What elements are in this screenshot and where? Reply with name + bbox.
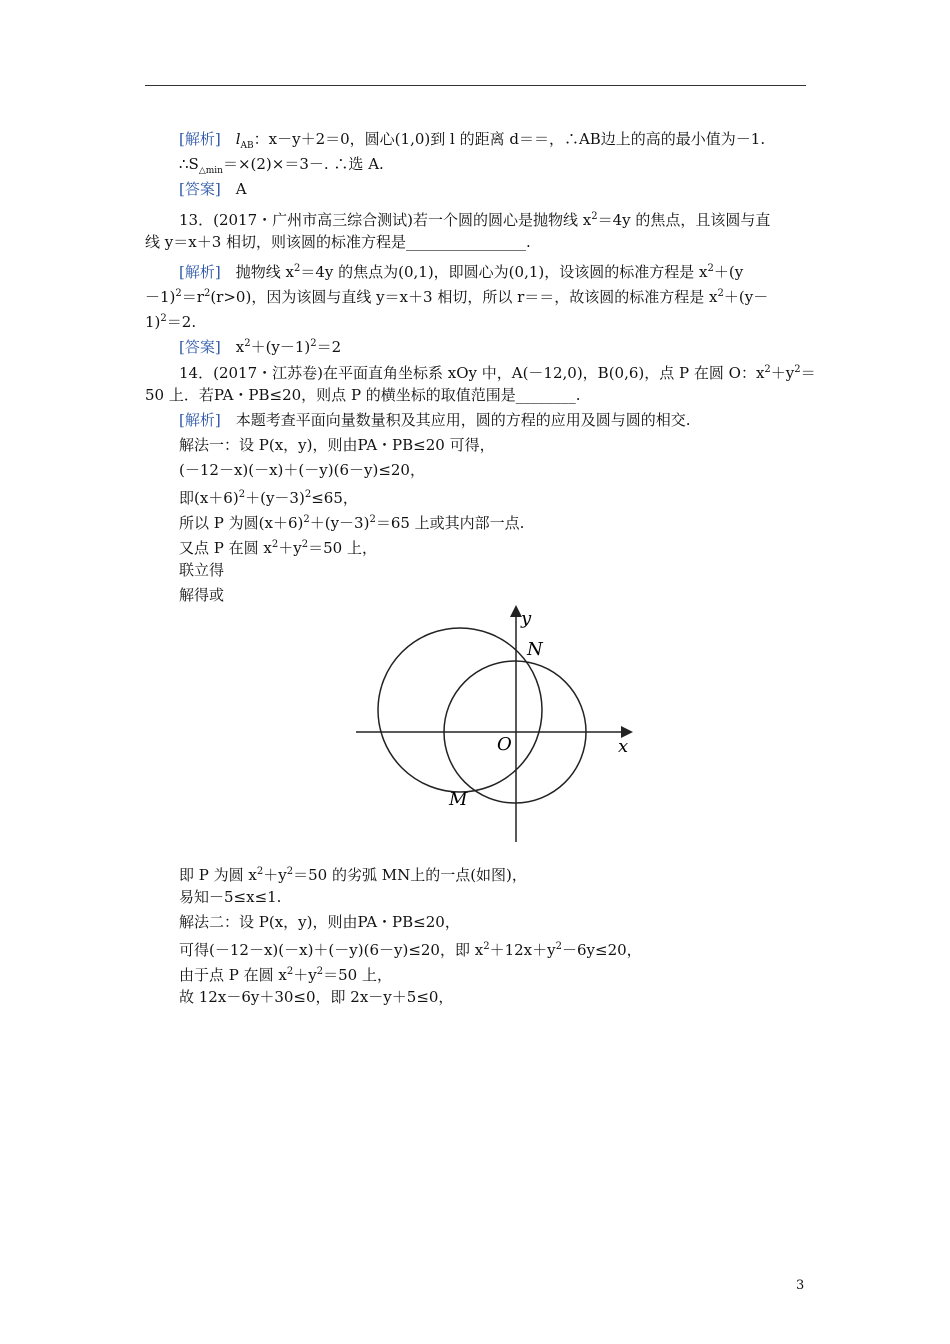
text-segment: 解法二：设 P(x，y)，则由PA・PB≤20，	[179, 913, 460, 931]
text-segment: 2	[304, 489, 312, 500]
text-line	[179, 887, 281, 907]
text-segment: 本题考查平面向量数量积及其应用，圆的方程的应用及圆与圆的相交.	[220, 411, 691, 429]
text-segment: 14．(2017・江苏卷)在平面直角坐标系 xOy 中，A(－12,0)，B(0,6)，点 P 在圆 O：x	[179, 364, 765, 382]
x-axis-label: x	[618, 736, 629, 757]
page-number: 3	[796, 1278, 805, 1293]
text-segment: ＝4y 的焦点，且该圆与直	[597, 211, 771, 229]
text-segment: △min	[198, 166, 223, 176]
text-line	[179, 334, 341, 357]
text-line	[179, 560, 224, 580]
text-line	[179, 937, 642, 960]
text-segment: ＋y	[263, 866, 287, 884]
y-axis-label: y	[521, 608, 532, 629]
text-segment: ＋(y－3)	[309, 514, 370, 532]
text-segment: 2	[794, 364, 801, 375]
text-segment: 线 y＝x＋3 相切，则该圆的标准方程是________________.	[145, 233, 531, 251]
text-segment: 1)	[145, 313, 161, 331]
text-segment: ＋12x＋y	[489, 941, 556, 959]
text-segment: 13．(2017・广州市高三综合测试)若一个圆的圆心是抛物线 x	[179, 211, 592, 229]
text-segment: 2	[717, 288, 724, 299]
text-segment: 抛物线 x	[220, 263, 294, 281]
text-line	[145, 232, 531, 252]
text-segment: ＋y	[278, 539, 302, 557]
section-tag: [答案]	[179, 338, 221, 356]
text-segment: ＋(y－3)	[245, 489, 305, 507]
text-segment: ＝	[800, 364, 816, 382]
text-line	[145, 385, 581, 405]
text-segment: 解法一：设 P(x，y)，则由PA・PB≤20 可得，	[179, 436, 495, 454]
text-segment: 2	[203, 288, 211, 299]
text-segment: ：x－y＋2＝0，圆心(1,0)到 l 的距离 d＝＝，∴AB边上的高的最小值为－1.	[253, 130, 766, 148]
text-segment: ＝50 上，	[308, 539, 377, 557]
text-segment: 2	[369, 514, 376, 525]
text-line	[145, 309, 196, 332]
point-m-label: M	[449, 789, 468, 810]
point-n-label: N	[527, 639, 543, 660]
figure-svg	[350, 602, 640, 847]
text-line	[179, 510, 524, 533]
text-segment: 易知－5≤x≤1.	[179, 888, 282, 906]
text-segment: 2	[301, 539, 309, 550]
text-segment: 故 12x－6y＋30≤0，即 2x－y＋5≤0，	[179, 988, 454, 1006]
text-segment: ＝2	[316, 338, 342, 356]
text-line	[179, 460, 425, 480]
text-segment: ≤65，	[311, 489, 358, 507]
text-line	[179, 360, 816, 383]
text-segment: 2	[316, 966, 324, 977]
text-line	[179, 410, 691, 430]
text-segment: 2	[160, 313, 167, 324]
text-segment: 2	[286, 966, 294, 977]
text-segment: 50 上．若PA・PB≤20，则点 P 的横坐标的取值范围是________.	[145, 386, 581, 404]
text-segment: 所以 P 为圆(x＋6)	[179, 514, 304, 532]
text-segment: 2	[483, 941, 490, 952]
text-segment: 2	[555, 941, 562, 952]
section-tag: [解析]	[179, 411, 221, 429]
text-segment: 由于点 P 在圆 x	[179, 966, 287, 984]
text-segment: ＋(y	[713, 263, 744, 281]
text-segment: 可得(－12－x)(－x)＋(－y)(6－y)≤20，即 x	[179, 941, 484, 959]
header-rule	[145, 85, 806, 86]
text-segment: 2	[310, 338, 317, 349]
text-segment: ＋(y－1)	[250, 338, 311, 356]
text-segment: 2	[256, 866, 264, 877]
text-segment: 又点 P 在圆 x	[179, 539, 272, 557]
text-line	[179, 485, 358, 508]
text-segment: 即(x＋6)	[179, 489, 239, 507]
text-segment: ＝50 上，	[323, 966, 392, 984]
text-segment: 2	[238, 489, 246, 500]
text-segment: x	[220, 338, 245, 356]
text-line	[179, 129, 765, 156]
text-segment: 2	[764, 364, 771, 375]
text-line	[145, 284, 768, 307]
text-segment: 2	[271, 539, 279, 550]
text-line	[179, 585, 224, 605]
text-segment: －6y≤20，	[561, 941, 642, 959]
text-segment: 2	[293, 263, 301, 274]
text-segment: 即 P 为圆 x	[179, 866, 257, 884]
text-segment: 2	[303, 514, 310, 525]
text-line	[179, 154, 384, 181]
text-segment: ＝4y 的焦点为(0,1)，即圆心为(0,1)，设该圆的标准方程是 x	[300, 263, 708, 281]
math-var: l	[220, 130, 241, 148]
origin-label: O	[497, 734, 512, 755]
circle-large	[378, 628, 542, 792]
text-segment: (－12－x)(－x)＋(－y)(6－y)≤20，	[179, 461, 425, 479]
text-segment: 联立得	[179, 561, 225, 579]
text-segment: AB	[240, 141, 254, 151]
text-line	[179, 962, 392, 985]
text-segment: 2	[244, 338, 251, 349]
section-tag: [解析]	[179, 263, 221, 281]
text-segment: 2	[707, 263, 714, 274]
text-line	[179, 987, 453, 1007]
section-tag: [解析]	[179, 130, 221, 148]
text-segment: 2	[286, 866, 294, 877]
text-line	[179, 207, 770, 230]
text-segment: 解得或	[179, 586, 225, 604]
text-segment: ∴S	[179, 155, 199, 173]
circles-figure	[350, 602, 640, 851]
text-segment: ＝×(2)×＝3－. ∴选 A.	[222, 155, 384, 173]
text-segment: (r>0)，因为该圆与直线 y＝x＋3 相切，所以 r＝＝，故该圆的标准方程是 x	[210, 288, 718, 306]
text-line	[179, 259, 743, 282]
text-segment: 2	[175, 288, 182, 299]
text-segment: A	[220, 180, 247, 198]
text-line	[179, 179, 247, 199]
text-segment: ＝65 上或其内部一点.	[375, 514, 525, 532]
text-segment: ＝50 的劣弧 MN上的一点(如图)，	[293, 866, 527, 884]
text-segment: －1)	[145, 288, 176, 306]
text-segment: ＋(y－	[723, 288, 769, 306]
text-segment: 2	[591, 211, 598, 222]
text-segment: ＝r	[181, 288, 204, 306]
text-line	[179, 912, 460, 932]
text-line	[179, 535, 377, 558]
text-segment: ＋y	[770, 364, 795, 382]
text-line	[179, 435, 495, 455]
text-segment: ＝2.	[166, 313, 197, 331]
section-tag: [答案]	[179, 180, 221, 198]
text-line	[179, 862, 527, 885]
text-segment: ＋y	[293, 966, 317, 984]
